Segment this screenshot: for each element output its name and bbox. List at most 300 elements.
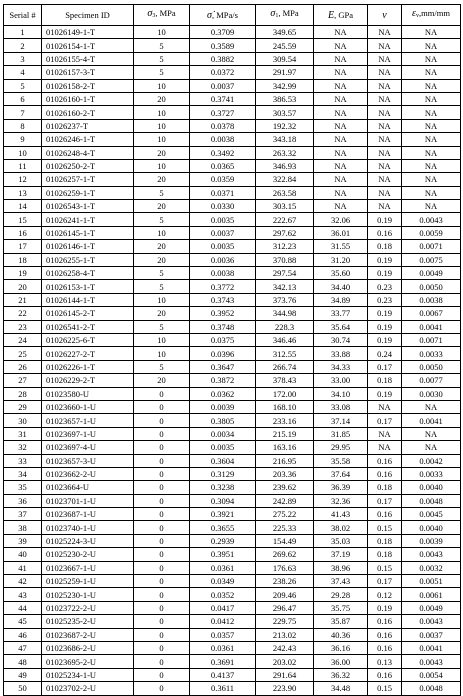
table-row	[4, 146, 461, 159]
specimen-id-cell: 01026155-4-T	[42, 52, 134, 65]
specimen-id-cell: 01023657-3-U	[42, 454, 134, 467]
poisson-ratio-cell: 0.16	[368, 628, 402, 641]
volumetric-strain-cell: NA	[402, 39, 461, 52]
specimen-id-cell: 01023657-1-U	[42, 414, 134, 427]
confining-stress-cell: 0	[134, 641, 190, 654]
table-row	[4, 119, 461, 132]
table-row	[4, 26, 461, 39]
table-row	[4, 561, 461, 574]
youngs-modulus-cell: 37.19	[314, 548, 368, 561]
youngs-modulus-cell: 36.01	[314, 226, 368, 239]
youngs-modulus-cell: NA	[314, 133, 368, 146]
volumetric-strain-cell: 0.0071	[402, 333, 461, 346]
table-row	[4, 226, 461, 239]
serial-cell: 47	[4, 641, 42, 654]
stress-rate-cell: 0.0357	[190, 628, 256, 641]
serial-cell: 13	[4, 186, 42, 199]
specimen-id-cell: 01023686-2-U	[42, 641, 134, 654]
serial-cell: 25	[4, 347, 42, 360]
table-header	[4, 5, 461, 26]
poisson-ratio-cell: 0.19	[368, 307, 402, 320]
confining-stress-cell: 20	[134, 307, 190, 320]
table-row	[4, 628, 461, 641]
youngs-modulus-cell: NA	[314, 106, 368, 119]
header-symbol: E	[328, 9, 335, 21]
poisson-ratio-cell: 0.19	[368, 320, 402, 333]
peak-stress-cell: 312.23	[256, 240, 314, 253]
peak-stress-cell: 266.74	[256, 360, 314, 373]
serial-cell: 14	[4, 200, 42, 213]
serial-cell: 8	[4, 119, 42, 132]
confining-stress-cell: 10	[134, 119, 190, 132]
stress-rate-cell: 0.3655	[190, 521, 256, 534]
peak-stress-cell: 233.16	[256, 414, 314, 427]
header-symbol: σ	[147, 8, 153, 19]
specimen-id-cell: 01023580-U	[42, 387, 134, 400]
serial-cell: 41	[4, 561, 42, 574]
table-row	[4, 641, 461, 654]
youngs-modulus-cell: NA	[314, 186, 368, 199]
serial-cell: 45	[4, 615, 42, 628]
poisson-ratio-cell: NA	[368, 66, 402, 79]
volumetric-strain-cell: 0.0059	[402, 226, 461, 239]
peak-stress-cell: 275.22	[256, 508, 314, 521]
specimen-id-cell: 01023722-2-U	[42, 601, 134, 614]
stress-rate-cell: 0.3492	[190, 146, 256, 159]
peak-stress-cell: 239.62	[256, 481, 314, 494]
confining-stress-cell: 10	[134, 26, 190, 39]
volumetric-strain-cell: NA	[402, 200, 461, 213]
youngs-modulus-cell: 37.14	[314, 414, 368, 427]
confining-stress-cell: 0	[134, 441, 190, 454]
confining-stress-cell: 10	[134, 159, 190, 172]
volumetric-strain-cell: 0.0075	[402, 253, 461, 266]
stress-rate-cell: 0.0412	[190, 615, 256, 628]
table-row	[4, 400, 461, 413]
header-volumetric-strain	[402, 5, 461, 26]
table-row	[4, 521, 461, 534]
volumetric-strain-cell: NA	[402, 52, 461, 65]
serial-cell: 50	[4, 682, 42, 695]
stress-rate-cell: 0.0330	[190, 200, 256, 213]
header-specimen-id	[42, 5, 134, 26]
poisson-ratio-cell: 0.19	[368, 267, 402, 280]
specimen-id-cell: 01026248-4-T	[42, 146, 134, 159]
specimen-id-cell: 01023687-2-U	[42, 628, 134, 641]
confining-stress-cell: 0	[134, 521, 190, 534]
stress-rate-cell: 0.3772	[190, 280, 256, 293]
volumetric-strain-cell: 0.0040	[402, 481, 461, 494]
stress-rate-cell: 0.0396	[190, 347, 256, 360]
specimen-id-cell: 01026227-2-T	[42, 347, 134, 360]
specimen-id-cell: 01026257-1-T	[42, 173, 134, 186]
stress-rate-cell: 0.3882	[190, 52, 256, 65]
table-row	[4, 601, 461, 614]
youngs-modulus-cell: 33.00	[314, 374, 368, 387]
volumetric-strain-cell: NA	[402, 146, 461, 159]
volumetric-strain-cell: NA	[402, 186, 461, 199]
youngs-modulus-cell: 35.60	[314, 267, 368, 280]
youngs-modulus-cell: NA	[314, 173, 368, 186]
poisson-ratio-cell: 0.24	[368, 347, 402, 360]
peak-stress-cell: 176.63	[256, 561, 314, 574]
serial-cell: 12	[4, 173, 42, 186]
specimen-data-table	[3, 4, 461, 696]
serial-cell: 40	[4, 548, 42, 561]
serial-cell: 17	[4, 240, 42, 253]
stress-rate-cell: 0.0035	[190, 240, 256, 253]
stress-rate-cell: 0.3872	[190, 374, 256, 387]
confining-stress-cell: 20	[134, 173, 190, 186]
stress-rate-cell: 0.3691	[190, 655, 256, 668]
poisson-ratio-cell: 0.18	[368, 240, 402, 253]
table-row	[4, 467, 461, 480]
peak-stress-cell: 269.62	[256, 548, 314, 561]
header-symbol: ν	[382, 9, 387, 21]
specimen-id-cell: 01026226-1-T	[42, 360, 134, 373]
serial-cell: 18	[4, 253, 42, 266]
volumetric-strain-cell: 0.0048	[402, 494, 461, 507]
peak-stress-cell: 203.36	[256, 467, 314, 480]
specimen-id-cell: 01023701-1-U	[42, 494, 134, 507]
header-row	[4, 5, 461, 26]
peak-stress-cell: 297.62	[256, 226, 314, 239]
peak-stress-cell: 225.33	[256, 521, 314, 534]
stress-rate-cell: 0.0372	[190, 66, 256, 79]
stress-rate-cell: 0.3129	[190, 467, 256, 480]
serial-cell: 48	[4, 655, 42, 668]
peak-stress-cell: 168.10	[256, 400, 314, 413]
peak-stress-cell: 213.02	[256, 628, 314, 641]
specimen-id-cell: 01023660-1-U	[42, 400, 134, 413]
volumetric-strain-cell: 0.0043	[402, 548, 461, 561]
poisson-ratio-cell: 0.17	[368, 360, 402, 373]
volumetric-strain-cell: 0.0077	[402, 374, 461, 387]
table-row	[4, 133, 461, 146]
stress-rate-cell: 0.3094	[190, 494, 256, 507]
poisson-ratio-cell: 0.16	[368, 615, 402, 628]
confining-stress-cell: 0	[134, 494, 190, 507]
serial-cell: 30	[4, 414, 42, 427]
poisson-ratio-cell: 0.16	[368, 467, 402, 480]
poisson-ratio-cell: 0.19	[368, 253, 402, 266]
poisson-ratio-cell: NA	[368, 106, 402, 119]
confining-stress-cell: 5	[134, 280, 190, 293]
poisson-ratio-cell: NA	[368, 39, 402, 52]
specimen-id-cell: 01026250-2-T	[42, 159, 134, 172]
confining-stress-cell: 5	[134, 267, 190, 280]
peak-stress-cell: 229.75	[256, 615, 314, 628]
specimen-id-cell: 01023740-1-U	[42, 521, 134, 534]
youngs-modulus-cell: 36.00	[314, 655, 368, 668]
volumetric-strain-cell: 0.0037	[402, 628, 461, 641]
volumetric-strain-cell: 0.0039	[402, 534, 461, 547]
stress-rate-cell: 0.3709	[190, 26, 256, 39]
table-row	[4, 213, 461, 226]
stress-rate-cell: 0.0371	[190, 186, 256, 199]
stress-rate-cell: 0.3748	[190, 320, 256, 333]
poisson-ratio-cell: 0.23	[368, 280, 402, 293]
header-serial	[4, 5, 42, 26]
poisson-ratio-cell: 0.19	[368, 333, 402, 346]
serial-cell: 37	[4, 508, 42, 521]
youngs-modulus-cell: 33.77	[314, 307, 368, 320]
stress-rate-cell: 0.0361	[190, 641, 256, 654]
peak-stress-cell: 291.97	[256, 66, 314, 79]
volumetric-strain-cell: 0.0041	[402, 414, 461, 427]
youngs-modulus-cell: NA	[314, 39, 368, 52]
peak-stress-cell: 342.99	[256, 79, 314, 92]
youngs-modulus-cell: NA	[314, 119, 368, 132]
youngs-modulus-cell: 35.87	[314, 615, 368, 628]
confining-stress-cell: 0	[134, 601, 190, 614]
header-subscript: 1	[275, 13, 279, 19]
volumetric-strain-cell: 0.0041	[402, 641, 461, 654]
poisson-ratio-cell: NA	[368, 146, 402, 159]
stress-rate-cell: 0.0034	[190, 427, 256, 440]
serial-cell: 49	[4, 668, 42, 681]
confining-stress-cell: 5	[134, 39, 190, 52]
youngs-modulus-cell: NA	[314, 159, 368, 172]
serial-cell: 19	[4, 267, 42, 280]
volumetric-strain-cell: 0.0054	[402, 668, 461, 681]
confining-stress-cell: 5	[134, 213, 190, 226]
poisson-ratio-cell: 0.16	[368, 668, 402, 681]
stress-rate-cell: 0.3611	[190, 682, 256, 695]
table-row	[4, 534, 461, 547]
serial-cell: 7	[4, 106, 42, 119]
table-row	[4, 508, 461, 521]
serial-cell: 4	[4, 66, 42, 79]
confining-stress-cell: 5	[134, 66, 190, 79]
volumetric-strain-cell: 0.0040	[402, 521, 461, 534]
header-subscript: 3	[152, 13, 156, 19]
stress-rate-cell: 0.3743	[190, 293, 256, 306]
volumetric-strain-cell: NA	[402, 119, 461, 132]
poisson-ratio-cell: 0.16	[368, 641, 402, 654]
peak-stress-cell: 228.3	[256, 320, 314, 333]
table-row	[4, 588, 461, 601]
volumetric-strain-cell: 0.0043	[402, 655, 461, 668]
poisson-ratio-cell: NA	[368, 200, 402, 213]
specimen-id-cell: 01026541-2-T	[42, 320, 134, 333]
serial-cell: 26	[4, 360, 42, 373]
stress-rate-cell: 0.2939	[190, 534, 256, 547]
confining-stress-cell: 5	[134, 320, 190, 333]
confining-stress-cell: 0	[134, 628, 190, 641]
youngs-modulus-cell: 35.03	[314, 534, 368, 547]
volumetric-strain-cell: NA	[402, 26, 461, 39]
stress-rate-cell: 0.0037	[190, 79, 256, 92]
stress-rate-cell: 0.4137	[190, 668, 256, 681]
table-row	[4, 106, 461, 119]
serial-cell: 38	[4, 521, 42, 534]
specimen-id-cell: 01026229-2-T	[42, 374, 134, 387]
table-row	[4, 333, 461, 346]
stress-rate-cell: 0.0035	[190, 213, 256, 226]
peak-stress-cell: 163.16	[256, 441, 314, 454]
stress-rate-cell: 0.3604	[190, 454, 256, 467]
youngs-modulus-cell: 36.32	[314, 668, 368, 681]
peak-stress-cell: 216.95	[256, 454, 314, 467]
peak-stress-cell: 349.65	[256, 26, 314, 39]
youngs-modulus-cell: 29.95	[314, 441, 368, 454]
specimen-id-cell: 01026237-T	[42, 119, 134, 132]
stress-rate-cell: 0.3951	[190, 548, 256, 561]
poisson-ratio-cell: 0.16	[368, 454, 402, 467]
youngs-modulus-cell: 29.28	[314, 588, 368, 601]
specimen-id-cell: 01026258-4-T	[42, 267, 134, 280]
confining-stress-cell: 10	[134, 333, 190, 346]
poisson-ratio-cell: 0.15	[368, 521, 402, 534]
stress-rate-cell: 0.3952	[190, 307, 256, 320]
volumetric-strain-cell: NA	[402, 106, 461, 119]
serial-cell: 5	[4, 79, 42, 92]
volumetric-strain-cell: 0.0049	[402, 267, 461, 280]
volumetric-strain-cell: NA	[402, 79, 461, 92]
header-symbol: ε	[412, 8, 416, 19]
peak-stress-cell: 245.59	[256, 39, 314, 52]
specimen-id-cell: 01026158-2-T	[42, 79, 134, 92]
volumetric-strain-cell: 0.0038	[402, 293, 461, 306]
table-row	[4, 253, 461, 266]
volumetric-strain-cell: 0.0050	[402, 360, 461, 373]
serial-cell: 43	[4, 588, 42, 601]
peak-stress-cell: 263.58	[256, 186, 314, 199]
serial-cell: 36	[4, 494, 42, 507]
poisson-ratio-cell: 0.18	[368, 481, 402, 494]
poisson-ratio-cell: NA	[368, 441, 402, 454]
table-row	[4, 240, 461, 253]
peak-stress-cell: 223.90	[256, 682, 314, 695]
poisson-ratio-cell: 0.19	[368, 601, 402, 614]
confining-stress-cell: 10	[134, 347, 190, 360]
table-row	[4, 548, 461, 561]
stress-rate-cell: 0.0362	[190, 387, 256, 400]
header-label: ,mm/mm	[419, 8, 450, 18]
table-row	[4, 293, 461, 306]
poisson-ratio-cell: NA	[368, 427, 402, 440]
specimen-id-cell: 01025234-1-U	[42, 668, 134, 681]
poisson-ratio-cell: 0.17	[368, 494, 402, 507]
confining-stress-cell: 20	[134, 92, 190, 105]
specimen-id-cell: 01025230-2-U	[42, 548, 134, 561]
peak-stress-cell: 192.32	[256, 119, 314, 132]
volumetric-strain-cell: 0.0061	[402, 588, 461, 601]
volumetric-strain-cell: 0.0032	[402, 561, 461, 574]
table-row	[4, 655, 461, 668]
poisson-ratio-cell: NA	[368, 133, 402, 146]
volumetric-strain-cell: 0.0067	[402, 307, 461, 320]
serial-cell: 31	[4, 427, 42, 440]
specimen-id-cell: 01026543-1-T	[42, 200, 134, 213]
confining-stress-cell: 20	[134, 200, 190, 213]
serial-cell: 32	[4, 441, 42, 454]
confining-stress-cell: 0	[134, 454, 190, 467]
peak-stress-cell: 303.15	[256, 200, 314, 213]
poisson-ratio-cell: 0.13	[368, 655, 402, 668]
specimen-id-cell: 01026225-6-T	[42, 333, 134, 346]
table-body	[4, 26, 461, 696]
volumetric-strain-cell: 0.0071	[402, 240, 461, 253]
peak-stress-cell: 209.46	[256, 588, 314, 601]
youngs-modulus-cell: 35.64	[314, 320, 368, 333]
table-row	[4, 575, 461, 588]
youngs-modulus-cell: 31.85	[314, 427, 368, 440]
confining-stress-cell: 10	[134, 106, 190, 119]
confining-stress-cell: 0	[134, 588, 190, 601]
serial-cell: 29	[4, 400, 42, 413]
volumetric-strain-cell: NA	[402, 92, 461, 105]
confining-stress-cell: 0	[134, 548, 190, 561]
table-row	[4, 159, 461, 172]
serial-cell: 16	[4, 226, 42, 239]
peak-stress-cell: 297.54	[256, 267, 314, 280]
header-label: Serial #	[9, 9, 36, 20]
volumetric-strain-cell: 0.0043	[402, 615, 461, 628]
poisson-ratio-cell: 0.19	[368, 213, 402, 226]
serial-cell: 27	[4, 374, 42, 387]
serial-cell: 39	[4, 534, 42, 547]
poisson-ratio-cell: 0.18	[368, 534, 402, 547]
confining-stress-cell: 5	[134, 360, 190, 373]
header-confining-stress	[134, 5, 190, 26]
confining-stress-cell: 0	[134, 668, 190, 681]
confining-stress-cell: 0	[134, 427, 190, 440]
serial-cell: 44	[4, 601, 42, 614]
youngs-modulus-cell: 33.08	[314, 400, 368, 413]
specimen-id-cell: 01026145-1-T	[42, 226, 134, 239]
youngs-modulus-cell: NA	[314, 146, 368, 159]
specimen-id-cell: 01026145-2-T	[42, 307, 134, 320]
volumetric-strain-cell: NA	[402, 159, 461, 172]
volumetric-strain-cell: 0.0051	[402, 575, 461, 588]
table-row	[4, 173, 461, 186]
stress-rate-cell: 0.0417	[190, 601, 256, 614]
stress-rate-cell: 0.0375	[190, 333, 256, 346]
specimen-id-cell: 01023697-4-U	[42, 441, 134, 454]
poisson-ratio-cell: 0.16	[368, 226, 402, 239]
poisson-ratio-cell: NA	[368, 26, 402, 39]
table-row	[4, 615, 461, 628]
serial-cell: 9	[4, 133, 42, 146]
confining-stress-cell: 0	[134, 561, 190, 574]
specimen-id-cell: 01023662-2-U	[42, 467, 134, 480]
specimen-id-cell: 01026153-1-T	[42, 280, 134, 293]
specimen-id-cell: 01026160-1-T	[42, 92, 134, 105]
header-stress-rate	[190, 5, 256, 26]
peak-stress-cell: 312.55	[256, 347, 314, 360]
peak-stress-cell: 296.47	[256, 601, 314, 614]
confining-stress-cell: 20	[134, 146, 190, 159]
youngs-modulus-cell: 34.48	[314, 682, 368, 695]
serial-cell: 3	[4, 52, 42, 65]
volumetric-strain-cell: 0.0033	[402, 467, 461, 480]
youngs-modulus-cell: NA	[314, 26, 368, 39]
poisson-ratio-cell: NA	[368, 92, 402, 105]
youngs-modulus-cell: 35.58	[314, 454, 368, 467]
stress-rate-cell: 0.0035	[190, 441, 256, 454]
table-row	[4, 481, 461, 494]
youngs-modulus-cell: 38.96	[314, 561, 368, 574]
header-label: , MPa	[155, 8, 176, 18]
serial-cell: 35	[4, 481, 42, 494]
serial-cell: 11	[4, 159, 42, 172]
table-row	[4, 668, 461, 681]
youngs-modulus-cell: 41.43	[314, 508, 368, 521]
youngs-modulus-cell: 37.43	[314, 575, 368, 588]
stress-rate-cell: 0.0039	[190, 400, 256, 413]
